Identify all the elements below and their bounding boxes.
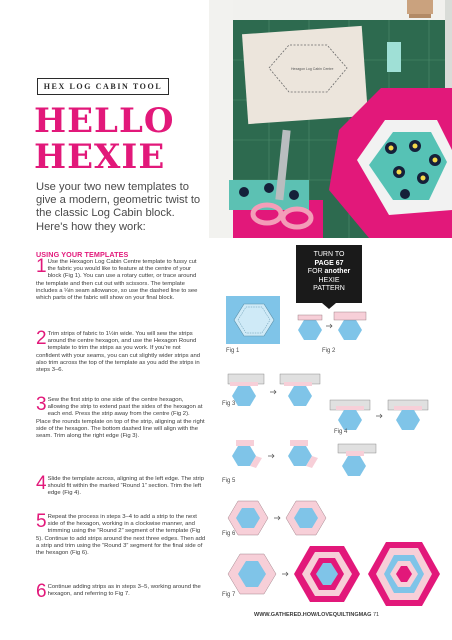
fig2-diagram bbox=[298, 312, 366, 340]
fig2-label: Fig 2 bbox=[322, 348, 336, 354]
diagram-figures bbox=[218, 296, 448, 608]
step-2 bbox=[36, 328, 206, 374]
callout-page: PAGE 67 bbox=[314, 259, 344, 267]
fig6-label: Fig 6 bbox=[222, 531, 236, 537]
section-tag-label: HEX LOG CABIN TOOL bbox=[43, 82, 163, 91]
fig1-diagram bbox=[226, 296, 280, 344]
page-reference-callout[interactable] bbox=[296, 245, 362, 303]
step-4 bbox=[36, 473, 206, 498]
fig7-diagram bbox=[228, 542, 440, 606]
footer-url[interactable]: WWW.GATHERED.HOW/LOVEQUILTINGMAG bbox=[254, 612, 372, 618]
step-5 bbox=[36, 511, 206, 557]
hero-photo bbox=[209, 0, 452, 238]
svg-text:Hexagon Log Cabin Centre: Hexagon Log Cabin Centre bbox=[291, 67, 334, 71]
step-text: Repeat the process in steps 3–4 to add a strip to the next side of the hexagon, working in a clockwise manner, and trimming using the “Round 2” segment of the template (Fig 5). Continue to add strips around the next three edges. Then add a strip and trim using the “Round 3” segment for the final side of the hexagon (Fig 6). bbox=[36, 514, 206, 557]
step-6 bbox=[36, 581, 206, 602]
fig1-label: Fig 1 bbox=[226, 348, 240, 354]
callout-line-4: HEXIE bbox=[318, 276, 340, 284]
fig7-label: Fig 7 bbox=[222, 592, 236, 598]
step-number: 2 bbox=[36, 328, 47, 349]
page-title-line1: HELLO bbox=[34, 101, 175, 141]
step-number: 6 bbox=[36, 581, 47, 602]
step-1 bbox=[36, 256, 206, 302]
step-number: 4 bbox=[36, 473, 47, 494]
step-text: Use the Hexagon Log Cabin Centre template to fussy cut the fabric you would like to feature at the centre of your block (Fig 1). You can use a rotary cutter, or trace around the template and then cut out with scissors. The template includes a ¼in seam allowance, so use the dashed line to see which parts of the fabric will show on your final block. bbox=[36, 259, 198, 302]
fig3-label: Fig 3 bbox=[222, 401, 236, 407]
fig6-diagram bbox=[228, 501, 326, 535]
step-number: 5 bbox=[36, 511, 47, 532]
step-text: Trim strips of fabric to 1½in wide. You will sew the strips around the centre hexagon, and use the Hexagon Round template to trim the strips as you work. If you're not confident with your seams, you can cut slightly wider strips and also trim across the top of the template as you add the strips in steps 3–6. bbox=[36, 331, 201, 374]
fig4-label: Fig 4 bbox=[334, 429, 348, 435]
step-text: Sew the first strip to one side of the centre hexagon, allowing the strip to extend past the sides of the hexagon at each end. Press the strip away from the centre (Fig 2). Place the rounds template on top of the strip, aligning at the right side of the hexagon. The bottom dashed line will align with the seam. Trim along the right edge (Fig 3). bbox=[36, 397, 205, 440]
fig4-diagram bbox=[330, 400, 428, 430]
fig3-diagram bbox=[228, 374, 320, 406]
step-number: 3 bbox=[36, 394, 47, 415]
fig5-label: Fig 5 bbox=[222, 478, 236, 484]
step-text: Continue adding strips as in steps 3–5, working around the hexagon, and referring to Fig 7. bbox=[47, 584, 201, 598]
callout-line-1: TURN TO bbox=[313, 251, 345, 258]
intro-paragraph: Use your two new templates to give a modern, geometric twist to the classic Log Cabin block. Here's how they work: bbox=[36, 181, 201, 233]
step-number: 1 bbox=[36, 256, 47, 277]
step-text: Slide the template across, aligning at the left edge. The strip should fit within the marked “Round 1” section. Trim the left edge (Fig 4). bbox=[47, 476, 204, 497]
quilting-photo-illustration bbox=[209, 0, 452, 238]
page-footer bbox=[254, 612, 379, 618]
callout-line-3: FOR another bbox=[307, 268, 351, 275]
fig5-diagram bbox=[232, 440, 376, 476]
instructions-heading: USING YOUR TEMPLATES bbox=[36, 250, 129, 259]
page-number: 71 bbox=[372, 612, 380, 618]
page-title-line2: HEXIE bbox=[34, 137, 166, 177]
callout-line-5: PATTERN bbox=[313, 285, 345, 292]
section-tag bbox=[37, 78, 169, 95]
step-3 bbox=[36, 394, 206, 440]
